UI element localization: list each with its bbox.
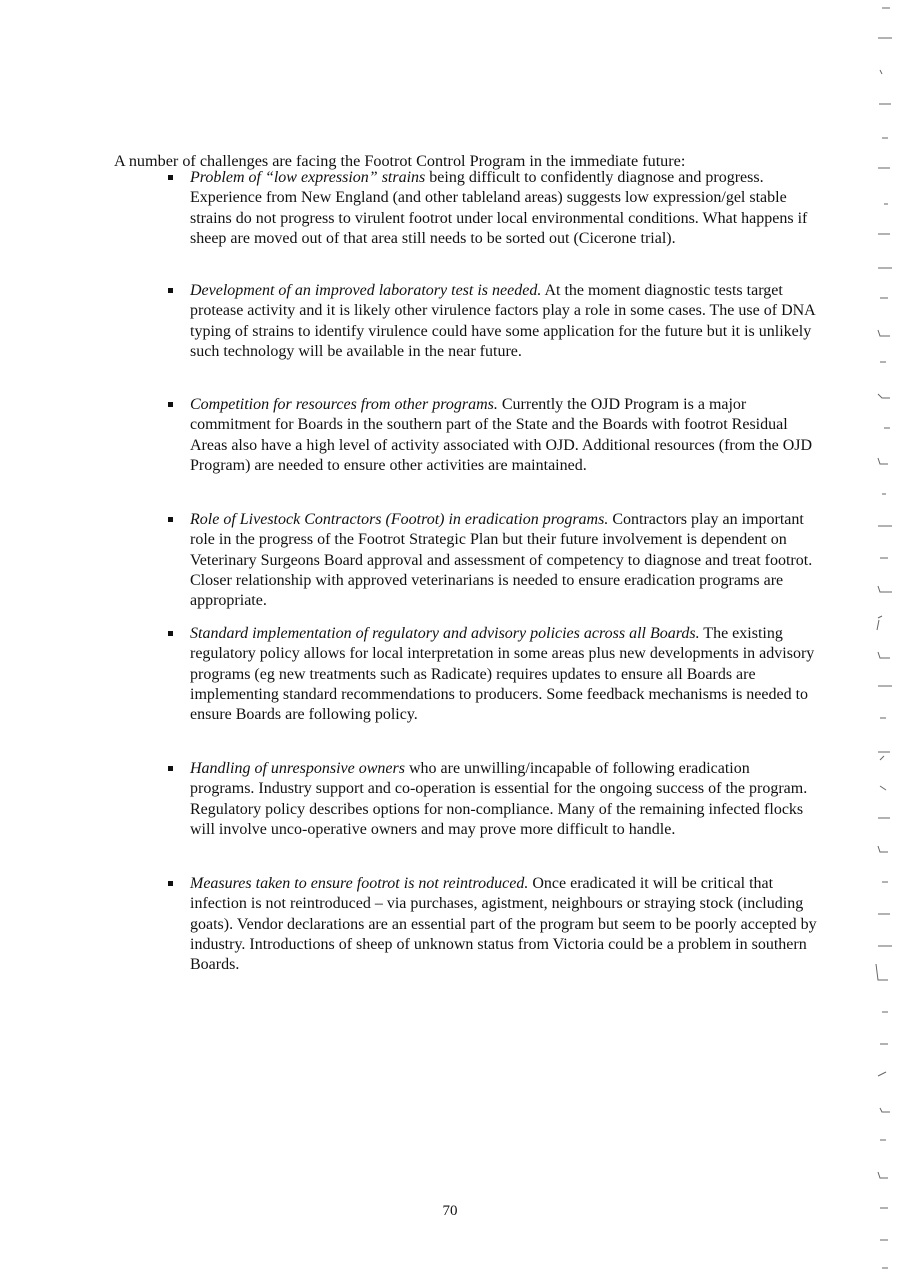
item-text: Currently the OJD Program is a major commitment for Boards in the southern part of the State and the Boards with footrot Residual Areas also have a high level of activity associated with OJD. Additional resources (from the OJD Program) are needed to ensure other activities are maintained.	[190, 396, 813, 474]
list-item	[168, 624, 818, 725]
bullet-marker-icon	[168, 631, 173, 636]
bullet-marker-icon	[168, 175, 173, 180]
bullet-marker-icon	[168, 881, 173, 886]
item-text: Once eradicated it will be critical that infection is not reintroduced – via purchases, agistment, neighbours or straying stock (including goats). Vendor declarations are an essential part of the program but seem to be poorly accepted by industry. Introductions of sheep of unknown status from Victoria could be a problem in southern Boards.	[190, 875, 817, 974]
list-item	[168, 874, 818, 975]
item-text: Contractors play an important role in the progress of the Footrot Strategic Plan but their future involvement is dependent on Veterinary Surgeons Board approval and assessment of competency to diagnose and treat footrot. Closer relationship with approved veterinarians is needed to ensure eradication programs are appropriate.	[190, 511, 813, 610]
item-lead: Competition for resources from other programs.	[190, 396, 498, 413]
item-lead: Measures taken to ensure footrot is not reintroduced.	[190, 875, 529, 892]
item-lead: Problem of “low expression” strains	[190, 169, 426, 186]
bullet-marker-icon	[168, 517, 173, 522]
page-number: 70	[442, 1203, 458, 1219]
bullet-marker-icon	[168, 402, 173, 407]
item-text: The existing regulatory policy allows for local interpretation in some areas plus new developments in advisory programs (eg new treatments such as Radicate) requires updates to ensure all Boards are implementing standard recommendations to producers. Some feedback mechanisms is needed to ensure Boards are following policy.	[190, 625, 815, 724]
item-text: being difficult to confidently diagnose and progress. Experience from New England (and other tableland areas) suggests low expression/gel stable strains do not progress to virulent footrot under local environmental conditions. What happens if sheep are moved out of that area still needs to be sorted out (Cicerone trial).	[190, 169, 808, 247]
item-lead: Standard implementation of regulatory and advisory policies across all Boards.	[190, 625, 700, 642]
list-item	[168, 281, 818, 362]
list-item	[168, 395, 818, 476]
item-lead: Role of Livestock Contractors (Footrot) in eradication programs.	[190, 511, 609, 528]
list-item	[168, 168, 818, 249]
item-lead: Development of an improved laboratory test is needed.	[190, 282, 542, 299]
item-text: who are unwilling/incapable of following eradication programs. Industry support and co-operation is essential for the ongoing success of the program. Regulatory policy describes options for non-compliance. Many of the remaining infected flocks will involve unco-operative owners and may prove more difficult to handle.	[190, 760, 808, 838]
scan-edge-marks	[870, 0, 900, 1279]
list-item	[168, 759, 818, 840]
item-text: At the moment diagnostic tests target protease activity and it is likely other virulence factors play a role in some cases. The use of DNA typing of strains to identify virulence could have some application for the future but it is unlikely such technology will be available in the near future.	[190, 282, 815, 360]
item-lead: Handling of unresponsive owners	[190, 760, 405, 777]
intro-paragraph: A number of challenges are facing the Footrot Control Program in the immediate future:	[114, 152, 686, 170]
list-item	[168, 510, 818, 611]
bullet-marker-icon	[168, 288, 173, 293]
bullet-marker-icon	[168, 766, 173, 771]
